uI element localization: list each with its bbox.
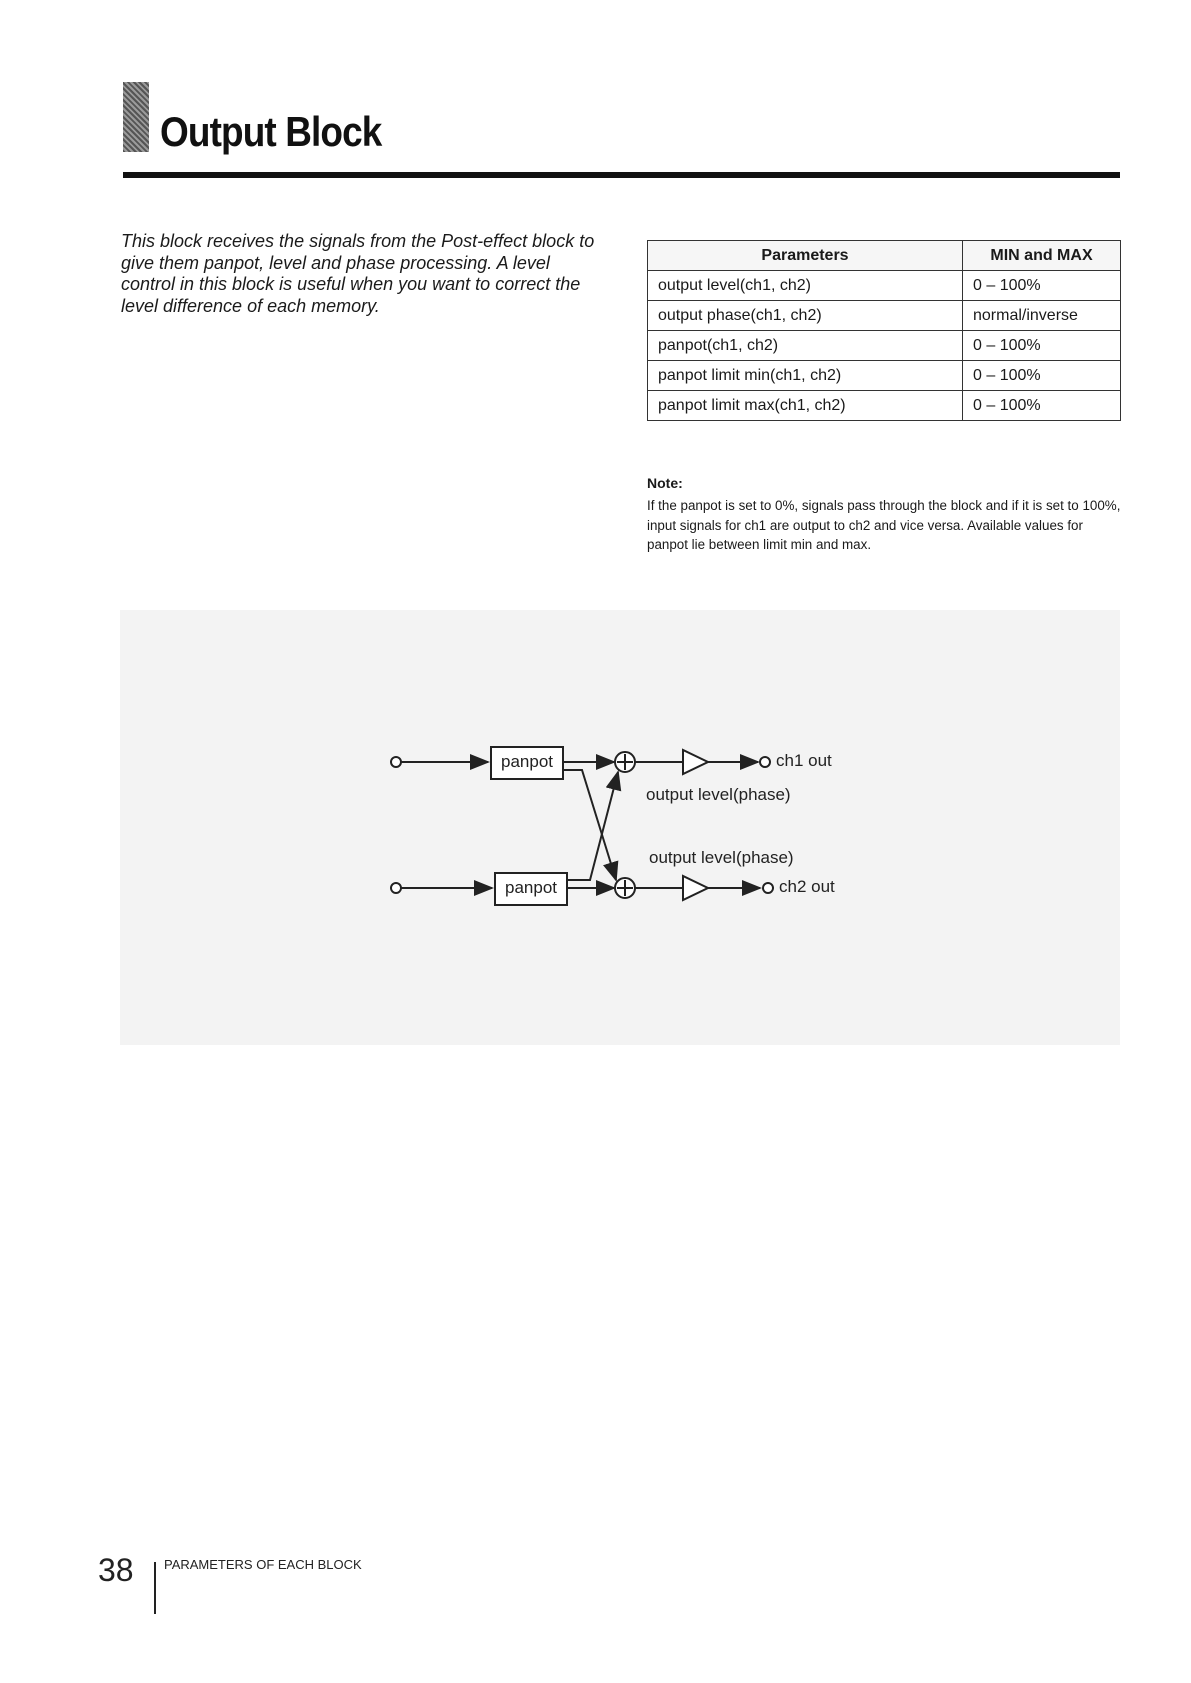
title-rule xyxy=(123,172,1120,178)
title-marker xyxy=(123,82,149,152)
header-parameters: Parameters xyxy=(648,241,963,271)
ch1-out-label: ch1 out xyxy=(776,751,832,770)
footer-rule xyxy=(154,1562,156,1614)
intro-paragraph: This block receives the signals from the Post-effect block to give them panpot, level and phase processing. A level control in this block is useful when you want to correct the level difference of each memory. xyxy=(121,231,595,316)
panpot-box-bottom: panpot xyxy=(494,872,568,906)
output-terminal-ch1 xyxy=(760,757,770,767)
range-cell: 0 – 100% xyxy=(963,361,1121,391)
page-number: 38 xyxy=(98,1552,134,1588)
output-level-label-bottom: output level(phase) xyxy=(649,848,794,867)
table-row xyxy=(648,331,1121,361)
input-terminal-ch1 xyxy=(391,757,401,767)
ch2-out-label: ch2 out xyxy=(779,877,835,896)
input-terminal-ch2 xyxy=(391,883,401,893)
table-row xyxy=(648,301,1121,331)
range-cell: 0 – 100% xyxy=(963,271,1121,301)
parameter-cell: panpot limit max(ch1, ch2) xyxy=(648,391,963,421)
amplifier-ch2 xyxy=(683,876,708,900)
parameter-cell: output phase(ch1, ch2) xyxy=(648,301,963,331)
table-header-row xyxy=(648,241,1121,271)
diagram-lines xyxy=(120,610,1120,1045)
output-terminal-ch2 xyxy=(763,883,773,893)
panpot-box-top: panpot xyxy=(490,746,564,780)
parameter-cell: panpot(ch1, ch2) xyxy=(648,331,963,361)
note-text: If the panpot is set to 0%, signals pass through the block and if it is set to 100%, input signals for ch1 are output to ch2 and vice versa. Available values for panpot lie between limit min and max. xyxy=(647,498,1121,552)
output-level-label-top: output level(phase) xyxy=(646,785,791,804)
table-row xyxy=(648,391,1121,421)
table-row xyxy=(648,361,1121,391)
table-row xyxy=(648,271,1121,301)
note-heading: Note: xyxy=(647,475,683,491)
parameter-cell: output level(ch1, ch2) xyxy=(648,271,963,301)
signal-flow-diagram xyxy=(120,610,1120,1045)
amplifier-ch1 xyxy=(683,750,708,774)
range-cell: 0 – 100% xyxy=(963,391,1121,421)
parameter-table xyxy=(647,240,1121,421)
range-cell: normal/inverse xyxy=(963,301,1121,331)
page-title: Output Block xyxy=(160,108,382,155)
parameter-cell: panpot limit min(ch1, ch2) xyxy=(648,361,963,391)
range-cell: 0 – 100% xyxy=(963,331,1121,361)
header-min-max: MIN and MAX xyxy=(963,241,1121,271)
section-name: PARAMETERS OF EACH BLOCK xyxy=(164,1557,362,1572)
